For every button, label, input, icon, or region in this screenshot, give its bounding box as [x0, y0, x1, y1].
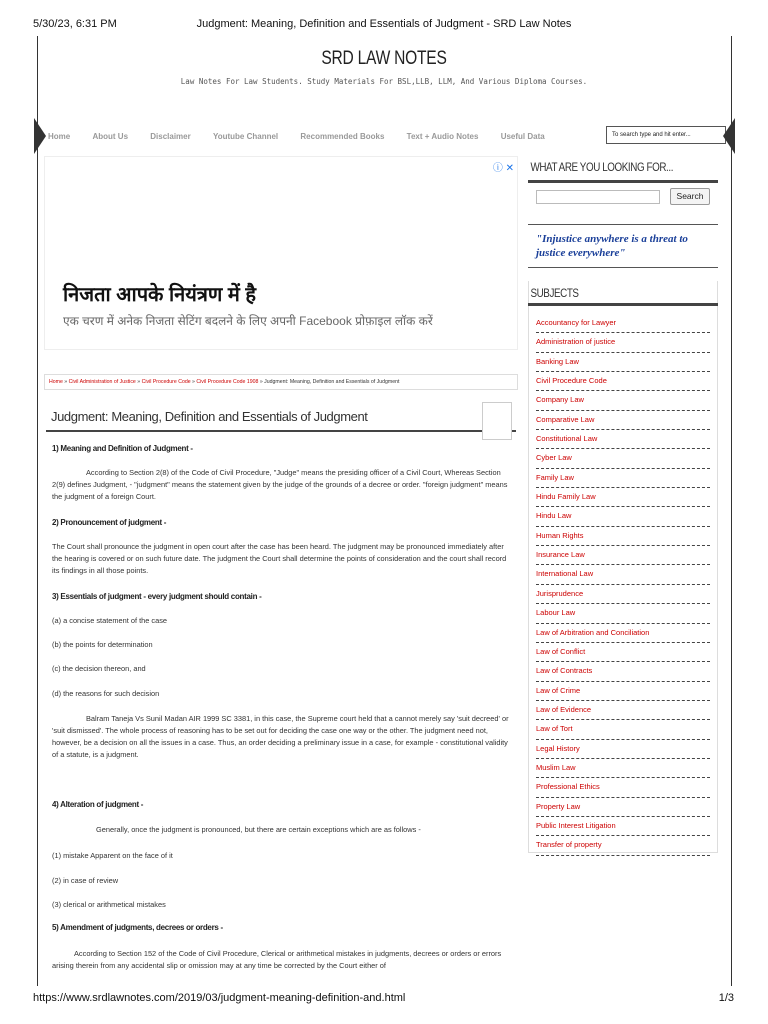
breadcrumb-current: Judgment: Meaning, Definition and Essentials of Judgment	[264, 379, 400, 385]
list-item: (3) clerical or arithmetical mistakes	[52, 900, 166, 909]
sidebar-search-input[interactable]	[536, 190, 660, 204]
main-nav	[38, 124, 731, 150]
subjects-title: SUBJECTS	[530, 286, 579, 300]
subject-link[interactable]: Professional Ethics	[536, 778, 710, 797]
breadcrumb-cpc-1908[interactable]: Civil Procedure Code 1908	[196, 379, 259, 385]
breadcrumb-home[interactable]: Home	[49, 379, 63, 385]
list-item: (c) the decision thereon, and	[52, 664, 146, 673]
nav-item-text-audio-notes[interactable]: Text + Audio Notes	[406, 132, 479, 141]
subject-link[interactable]: Transfer of property	[536, 836, 710, 855]
subject-link[interactable]: Law of Arbitration and Conciliation	[536, 624, 710, 643]
nav-item-recommended-books[interactable]: Recommended Books	[300, 132, 385, 141]
subject-link[interactable]: Constitutional Law	[536, 430, 710, 449]
sidebar	[528, 156, 718, 856]
section-3-paragraph: Balram Taneja Vs Sunil Madan AIR 1999 SC 3381, in this case, the Supreme court held that a cannot merely say 'suit decreed' or 'suit dismissed'. The whole process of reasoning has to be set out for deciding the case one way or the other. The judgment need not, however, be a decision on all the issues in a case. Thus, an order deciding a preliminary issue in a case, for example - constitutional validity of a statute, is a judgment.	[52, 714, 509, 759]
site-title[interactable]: SRD LAW NOTES	[321, 48, 447, 69]
print-doc-title: Judgment: Meaning, Definition and Essentials of Judgment - SRD Law Notes	[196, 18, 572, 30]
subject-link[interactable]: Family Law	[536, 469, 710, 488]
nav-item-home[interactable]: Home	[48, 132, 71, 141]
list-item: (2) in case of review	[52, 876, 119, 885]
sidebar-search-button[interactable]: Search	[670, 188, 710, 205]
site-tagline: Law Notes For Law Students. Study Materials For BSL,LLB, LLM, And Various Diploma Courses.	[180, 77, 588, 86]
subject-link[interactable]: Civil Procedure Code	[536, 372, 710, 391]
ad-subtext: एक चरण में अनेक निजता सेटिंग बदलने के लिए अपनी Facebook प्रोफ़ाइल लॉक करें	[63, 314, 433, 328]
subject-link[interactable]: Insurance Law	[536, 546, 710, 565]
subject-link[interactable]: Jurisprudence	[536, 585, 710, 604]
subject-link[interactable]: Law of Conflict	[536, 643, 710, 662]
nav-item-useful-data[interactable]: Useful Data	[500, 132, 545, 141]
subject-link[interactable]: Comparative Law	[536, 411, 710, 430]
nav-search-input[interactable]: To search type and hit enter...	[606, 126, 726, 144]
breadcrumb-cpc[interactable]: Civil Procedure Code	[141, 379, 191, 385]
breadcrumb-sep: »	[62, 379, 69, 385]
subject-link[interactable]: Cyber Law	[536, 449, 710, 468]
print-page-count: 1/3	[718, 992, 734, 1004]
section-5-heading: 5) Amendment of judgments, decrees or orders -	[52, 923, 223, 932]
section-1-paragraph: According to Section 2(8) of the Code of Civil Procedure, "Judge" means the presiding officer of a Civil Court, Whereas Section 2(9) defines Judgment, - "judgment" means the statement given by the judge of the grounds of a decree or order. "foreign judgment" means the judgment of a foreign Court.	[52, 468, 508, 501]
breadcrumb-civil-admin[interactable]: Civil Administration of Justice	[68, 379, 136, 385]
subject-link[interactable]: Property Law	[536, 798, 710, 817]
subject-link[interactable]: Law of Evidence	[536, 701, 710, 720]
list-item: (a) a concise statement of the case	[52, 616, 168, 625]
nav-items	[48, 132, 565, 141]
subject-link[interactable]: Accountancy for Lawyer	[536, 314, 710, 333]
subject-link[interactable]: Legal History	[536, 740, 710, 759]
print-datetime: 5/30/23, 6:31 PM	[33, 18, 117, 30]
page-frame-right	[731, 36, 732, 986]
quote-box	[528, 224, 718, 268]
breadcrumb	[44, 374, 518, 390]
ad-headline: निजता आपके नियंत्रण में है	[63, 284, 257, 306]
subject-link[interactable]: Banking Law	[536, 353, 710, 372]
section-3-heading: 3) Essentials of judgment - every judgment should contain -	[52, 592, 262, 601]
subject-link[interactable]: Labour Law	[536, 604, 710, 623]
post-body	[46, 402, 516, 992]
subject-link[interactable]: Hindu Law	[536, 507, 710, 526]
subject-link[interactable]: Administration of justice	[536, 333, 710, 352]
subject-link[interactable]: Law of Tort	[536, 720, 710, 739]
list-item: (d) the reasons for such decision	[52, 689, 160, 698]
section-1-heading: 1) Meaning and Definition of Judgment -	[52, 444, 193, 453]
subject-link[interactable]: International Law	[536, 565, 710, 584]
subject-link[interactable]: Human Rights	[536, 527, 710, 546]
nav-arrow-left-icon	[34, 118, 46, 154]
section-4-heading: 4) Alteration of judgment -	[52, 800, 144, 809]
subjects-header	[528, 284, 718, 306]
breadcrumb-sep: »	[190, 379, 197, 385]
post-title-corner-box	[482, 402, 512, 440]
subjects-list	[536, 314, 710, 856]
subject-link[interactable]: Public Interest Litigation	[536, 817, 710, 836]
nav-arrow-right-icon	[723, 118, 735, 154]
section-4-paragraph: Generally, once the judgment is pronounced, but there are certain exceptions which are as follows -	[96, 825, 421, 834]
subject-link[interactable]: Hindu Family Law	[536, 488, 710, 507]
subject-link[interactable]: Law of Contracts	[536, 662, 710, 681]
subject-link[interactable]: Muslim Law	[536, 759, 710, 778]
advertisement[interactable]	[44, 156, 518, 350]
quote-text: "Injustice anywhere is a threat to justice everywhere"	[536, 233, 688, 259]
nav-item-disclaimer[interactable]: Disclaimer	[150, 132, 191, 141]
breadcrumb-sep: »	[258, 379, 265, 385]
print-url: https://www.srdlawnotes.com/2019/03/judgment-meaning-definition-and.html	[33, 992, 406, 1004]
sidebar-search-title: WHAT ARE YOU LOOKING FOR...	[530, 160, 674, 174]
nav-item-youtube-channel[interactable]: Youtube Channel	[212, 132, 279, 141]
section-2-heading: 2) Pronouncement of judgment -	[52, 518, 167, 527]
nav-item-about-us[interactable]: About Us	[92, 132, 129, 141]
print-header	[0, 0, 768, 36]
list-item: (1) mistake Apparent on the face of it	[52, 851, 173, 860]
post-title: Judgment: Meaning, Definition and Essentials of Judgment	[46, 402, 516, 432]
page-frame-left	[37, 36, 38, 986]
subject-link[interactable]: Company Law	[536, 391, 710, 410]
section-5-paragraph: According to Section 152 of the Code of Civil Procedure, Clerical or arithmetical mistakes in judgments, decrees or orders or errors arising therein from any accidental slip or omission may at any time be corrected by the Court either of	[52, 949, 502, 970]
ad-info-close-icon[interactable]: ⓘ ✕	[492, 163, 514, 174]
subject-link[interactable]: Law of Crime	[536, 682, 710, 701]
breadcrumb-sep: »	[135, 379, 142, 385]
list-item: (b) the points for determination	[52, 640, 153, 649]
section-2-paragraph: The Court shall pronounce the judgment in open court after the case has been heard. The judgment may be pronounced immediately after the hearing is covered or on such future date. The judgment the Court shall determine the points of consideration and the court shall record its findings in all those points.	[52, 542, 507, 575]
sidebar-search-header	[528, 156, 718, 183]
